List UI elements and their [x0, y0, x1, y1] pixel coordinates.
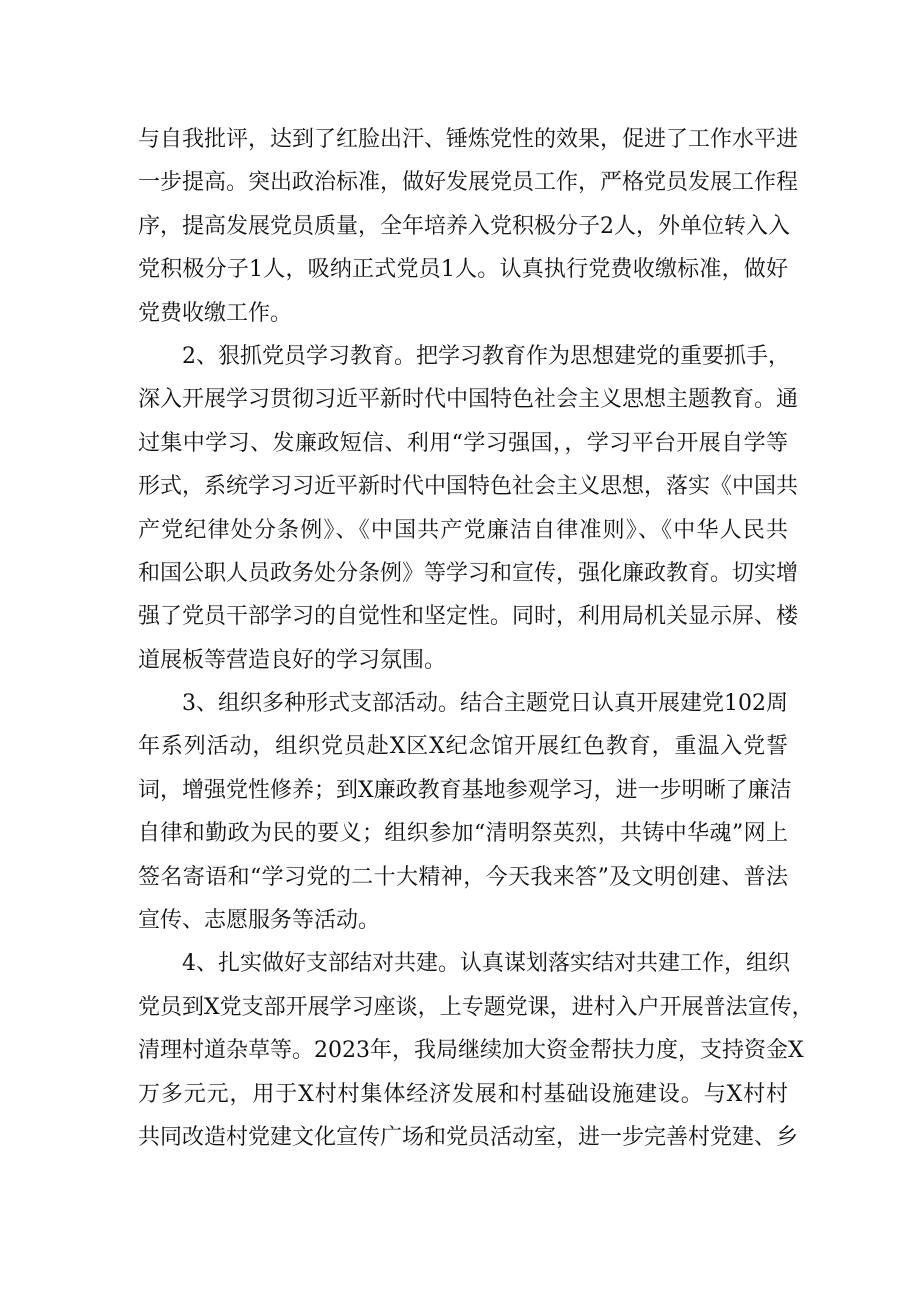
text-line: 强了党员干部学习的自觉性和坚定性。同时，利用局机关显示屏、楼 [138, 604, 799, 630]
text-line: 党费收缴工作。 [138, 300, 293, 326]
text-line: 清理村道杂草等。2023年，我局继续加大资金帮扶力度，支持资金X [138, 1038, 804, 1064]
text-line: 自律和勤政为民的要义；组织参加“清明祭英烈，共铸中华魂”网上 [138, 821, 788, 847]
paragraph-first-line: 2、狠抓党员学习教育。把学习教育作为思想建党的重要抓手， [182, 343, 790, 369]
text-line: 万多元元，用于X村村集体经济发展和村基础设施建设。与X村村 [138, 1081, 788, 1107]
text-line: 党员到X党支部开展学习座谈，上专题党课，进村入户开展普法宣传， [138, 994, 814, 1020]
text-line: 产党纪律处分条例》、《中国共产党廉洁自律准则》、《中华人民共 [138, 517, 788, 543]
text-line: 年系列活动，组织党员赴X区X纪念馆开展红色教育，重温入党誓 [138, 734, 788, 760]
text-line: 签名寄语和“学习党的二十大精神，今天我来答”及文明创建、普法 [138, 864, 788, 890]
paragraph-first-line: 4、扎实做好支部结对共建。认真谋划落实结对共建工作，组织 [182, 951, 790, 977]
text-line: 宣传、志愿服务等活动。 [138, 908, 381, 934]
text-line: 党积极分子1人，吸纳正式党员1人。认真执行党费收缴标准，做好 [138, 257, 788, 283]
document-body [138, 118, 814, 1159]
text-line: 一步提高。突出政治标准，做好发展党员工作，严格党员发展工作程 [138, 170, 799, 196]
text-line: 道展板等营造良好的学习氛围。 [138, 647, 447, 673]
text-line: 过集中学习、发廉政短信、利用“学习强国，，学习平台开展自学等 [138, 430, 788, 456]
text-line: 共同改造村党建文化宣传广场和党员活动室，进一步完善村党建、乡 [138, 1124, 799, 1150]
text-line: 词，增强党性修养；到X廉政教育基地参观学习，进一步明晰了廉洁 [138, 777, 792, 803]
text-line: 与自我批评，达到了红脸出汗、锤炼党性的效果，促进了工作水平进 [138, 127, 799, 152]
text-line: 和国公职人员政务处分条例》等学习和宣传，强化廉政教育。切实增 [138, 560, 799, 586]
text-line: 形式，系统学习习近平新时代中国特色社会主义思想，落实《中国共 [138, 474, 799, 500]
text-line: 序，提高发展党员质量，全年培养入党积极分子2人，外单位转入入 [138, 213, 790, 239]
text-line: 深入开展学习贯彻习近平新时代中国特色社会主义思想主题教育。通 [138, 387, 799, 413]
paragraph-first-line: 3、组织多种形式支部活动。结合主题党日认真开展建党102周 [182, 691, 788, 717]
